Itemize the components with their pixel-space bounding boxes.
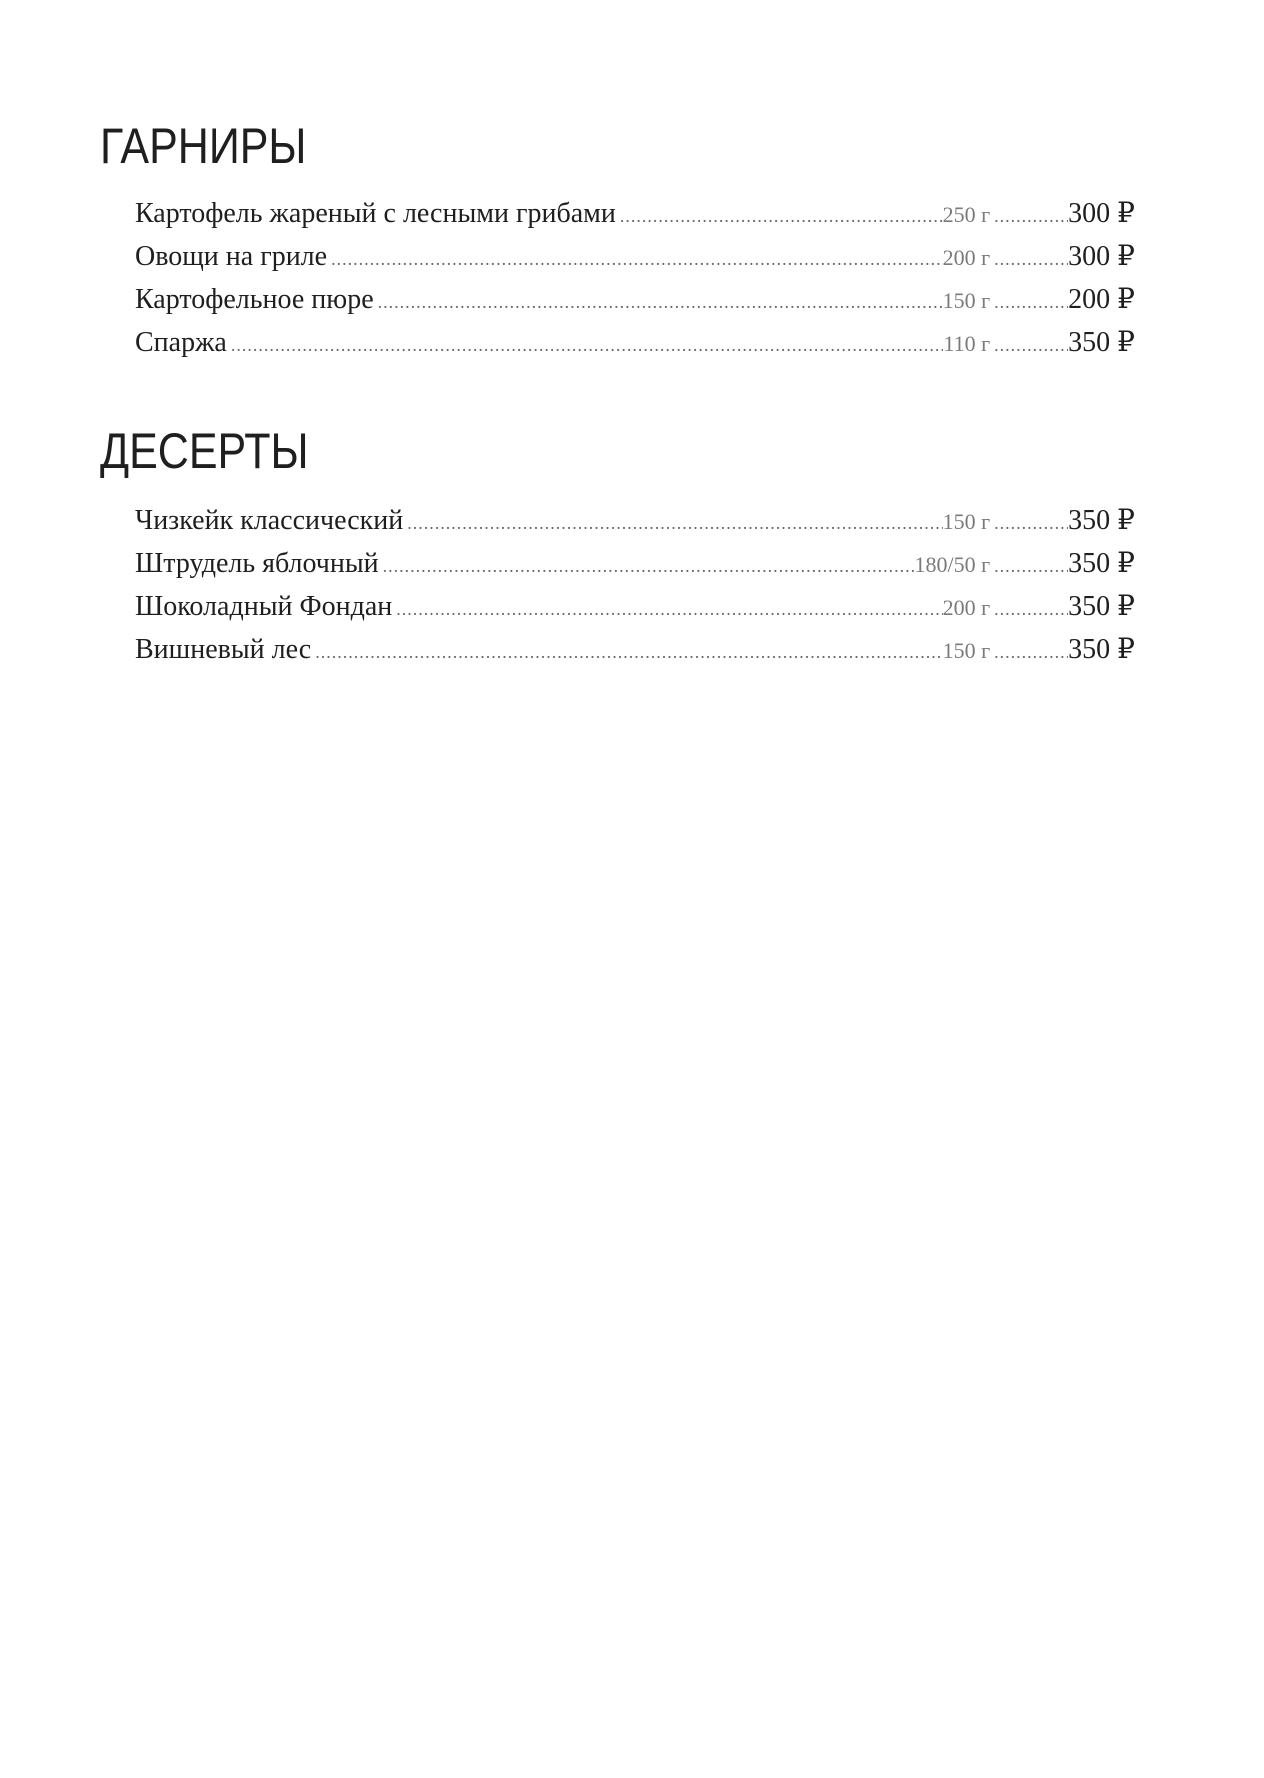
item-weight: 180/50 г [914,552,991,577]
item-price: 350 ₽ [1068,548,1135,579]
item-name: Чизкейк классический [135,505,404,536]
item-price: 350 ₽ [1068,505,1135,536]
menu-item [135,628,1135,671]
dot-leader [403,502,942,545]
item-weight: 200 г [942,245,991,270]
item-name: Спаржа [135,327,227,358]
item-weight: 250 г [942,202,991,227]
menu-item [135,278,1135,321]
item-price: 300 ₽ [1068,241,1135,272]
section-title: ДЕСЕРТЫ [100,423,309,479]
item-name: Овощи на гриле [135,241,328,272]
item-name: Штрудель яблочный [135,548,379,579]
menu-item [135,542,1135,585]
item-name: Шоколадный Фондан [135,591,393,622]
dot-leader [990,195,1068,238]
item-weight: 110 г [943,331,991,356]
item-name: Картофель жареный с лесными грибами [135,198,616,229]
menu-item [135,499,1135,542]
dot-leader [990,631,1068,674]
dot-leader [374,281,943,324]
item-price: 350 ₽ [1068,634,1135,665]
item-weight: 200 г [942,595,991,620]
dot-leader [990,324,1068,367]
menu-list [135,499,1135,671]
dot-leader [311,631,942,674]
dot-leader [616,195,943,238]
item-weight: 150 г [942,288,991,313]
item-weight: 150 г [942,638,991,663]
dot-leader [227,324,944,367]
section-title: ГАРНИРЫ [100,118,307,174]
dot-leader [990,545,1068,588]
menu-item [135,585,1135,628]
dot-leader [990,238,1068,281]
section-garnish [100,118,1140,364]
dot-leader [990,588,1068,631]
dot-leader [990,281,1068,324]
item-name: Картофельное пюре [135,284,374,315]
menu-item [135,235,1135,278]
item-weight: 150 г [942,509,991,534]
dot-leader [392,588,942,631]
menu-item [135,192,1135,235]
menu-item [135,321,1135,364]
item-price: 350 ₽ [1068,327,1135,358]
item-price: 300 ₽ [1068,198,1135,229]
item-name: Вишневый лес [135,634,312,665]
dot-leader [327,238,943,281]
dot-leader [379,545,915,588]
menu-list [135,192,1135,364]
item-price: 200 ₽ [1068,284,1135,315]
dot-leader [990,502,1068,545]
section-desserts [100,423,1140,671]
item-price: 350 ₽ [1068,591,1135,622]
